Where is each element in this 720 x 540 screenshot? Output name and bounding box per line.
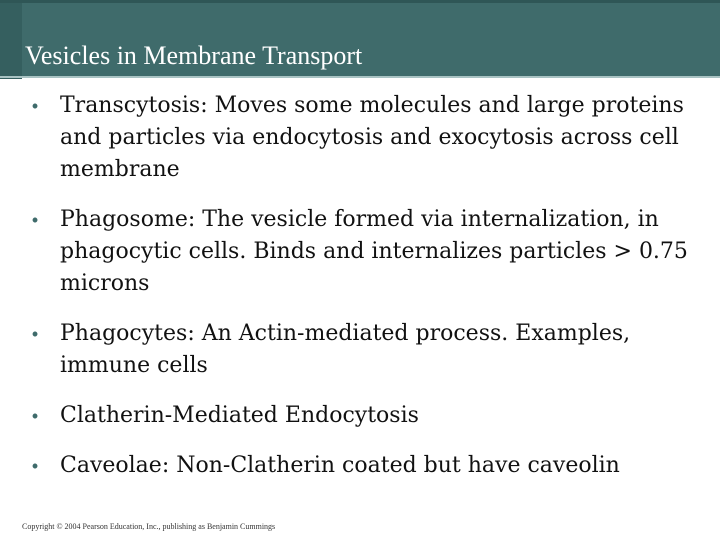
title-bar [0, 0, 720, 76]
title-divider [0, 76, 720, 78]
bullet-item [28, 400, 688, 432]
bullet-icon: • [31, 324, 39, 344]
bullet-item [28, 450, 688, 482]
bullet-text: Clatherin-Mediated Endocytosis [60, 403, 419, 428]
bullet-text: Caveolae: Non-Clatherin coated but have caveolin [60, 453, 620, 478]
bullet-text: Phagosome: The vesicle formed via internalization, in phagocytic cells. Binds and internalizes particles > 0.75 microns [60, 207, 688, 296]
bullet-icon: • [31, 406, 39, 426]
bullet-icon: • [31, 456, 39, 476]
bullet-list [28, 90, 688, 500]
bullet-item [28, 318, 688, 382]
bullet-text: Phagocytes: An Actin-mediated process. Examples, immune cells [60, 321, 631, 378]
copyright-footer: Copyright © 2004 Pearson Education, Inc., publishing as Benjamin Cummings [22, 522, 276, 531]
bullet-item [28, 90, 688, 186]
slide-title: Vesicles in Membrane Transport [25, 41, 363, 70]
title-bar-accent [0, 3, 22, 79]
bullet-icon: • [31, 210, 39, 230]
bullet-icon: • [31, 96, 39, 116]
bullet-item [28, 204, 688, 300]
bullet-text: Transcytosis: Moves some molecules and large proteins and particles via endocytosis and exocytosis across cell membrane [60, 93, 684, 182]
